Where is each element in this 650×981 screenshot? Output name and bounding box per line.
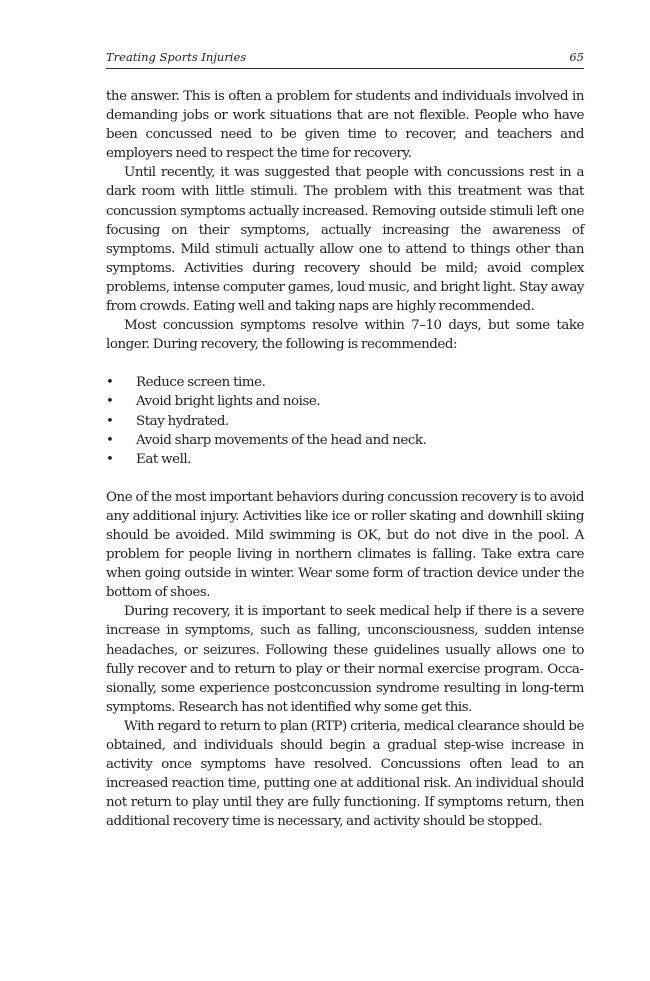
paragraph-continuation: the answer. This is often a problem for students and individuals involved in demanding jobs or work situations that are not flexible. People who have been concussed need to be given time to recover, and teachers and employers need to respect the time for recovery. <box>106 89 584 162</box>
running-title: Treating Sports Injuries <box>106 50 247 64</box>
bullet-icon: • <box>106 375 114 391</box>
bullet-icon: • <box>106 394 114 410</box>
list-item <box>106 412 584 431</box>
list-item-text: Reduce screen time. <box>136 375 266 391</box>
paragraph-symptoms-resolve: Most concussion symptoms resolve within 7–10 days, but some take longer. During recovery, the following is recommended: <box>106 318 584 353</box>
bullet-icon: • <box>106 432 114 448</box>
list-item <box>106 392 584 411</box>
paragraph-return-to-play: With regard to return to plan (RTP) criteria, medical clearance should be obtained, and individuals should begin a gradual step-wise increase in activity once symptoms have resolved. Concussions often lead to an increased reaction time, putting one at additional risk. An individual should not return to play until they are fully functioning. If symptoms return, then additional recovery time is necessary, and activity should be stopped. <box>106 718 584 830</box>
running-header <box>106 50 584 69</box>
bullet-icon: • <box>106 451 114 467</box>
list-item <box>106 431 584 450</box>
list-item-text: Avoid sharp movements of the head and neck. <box>136 432 427 448</box>
bullet-icon: • <box>106 413 114 429</box>
recommendation-list <box>106 373 584 468</box>
paragraph-rest-in-dark-room: Until recently, it was suggested that people with concussions rest in a dark room with little stimuli. The problem with this treatment was that concussion symptoms actually increased. Removing outside stimuli left one focusing on their symptoms, actually increasing the awareness of symptoms. Mild stimuli actually allow one to attend to things other than symptoms. Activities during recovery should be mild; avoid complex problems, intense computer games, loud music, and bright light. Stay away from crowds. Eating well and taking naps are highly recommended. <box>106 165 584 315</box>
list-item <box>106 373 584 392</box>
list-item-text: Stay hydrated. <box>136 413 229 429</box>
paragraph-seek-medical-help: During recovery, it is important to seek medical help if there is a severe increase in symptoms, such as falling, unconsciousness, sudden intense headaches, or seizures. Following these guidelines usually allows one to fully recover and to return to play or their normal exercise program. Occasionally, some experience postconcussion syndrome resulting in long-term symptoms. Research has not identified why some get this. <box>106 604 584 715</box>
page-number: 65 <box>569 50 584 64</box>
body-text <box>106 87 584 831</box>
list-item-text: Eat well. <box>136 451 192 467</box>
paragraph-avoid-injury: One of the most important behaviors during concussion recovery is to avoid any additional injury. Activities like ice or roller skating and downhill skiing should be avoided. Mild swimming is OK, but do not dive in the pool. A problem for people living in northern climates is falling. Take extra care when going outside in winter. Wear some form of traction device under the bottom of shoes. <box>106 489 584 601</box>
list-item-text: Avoid bright lights and noise. <box>136 394 321 410</box>
list-item <box>106 450 584 469</box>
